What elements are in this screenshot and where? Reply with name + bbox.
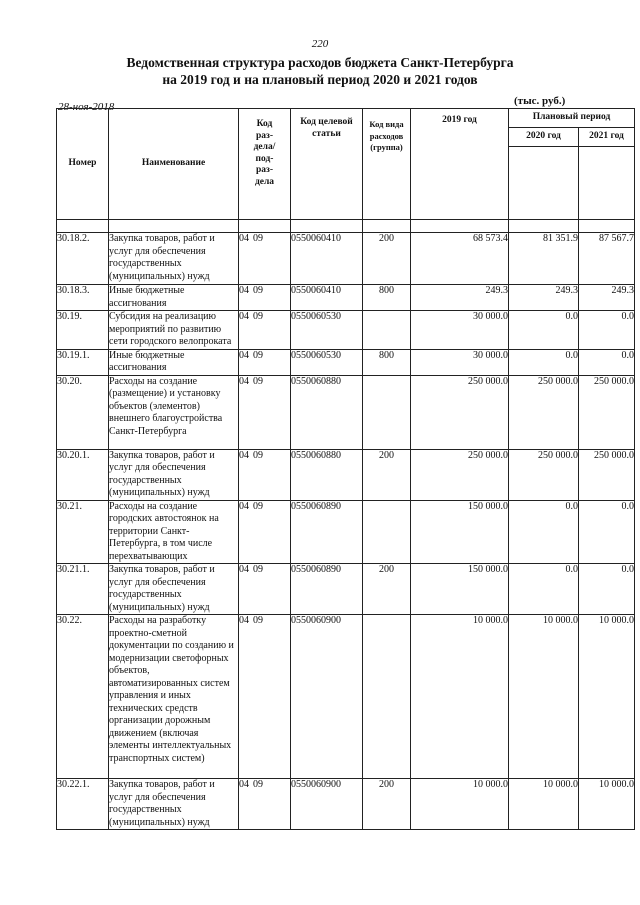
row-amount-2019: 10 000.0 xyxy=(411,779,509,830)
header-2020: 2020 год xyxy=(509,128,579,147)
row-amount-2020: 0.0 xyxy=(509,564,579,615)
header-2021: 2021 год xyxy=(579,128,635,147)
row-name: Расходы на создание городских автостоянок на территории Санкт-Петербурга, в том числе перехватывающих xyxy=(109,500,239,564)
row-number: 30.21. xyxy=(57,500,109,564)
row-group-code: 200 xyxy=(363,449,411,500)
row-name: Расходы на разработку проектно-сметной документации по созданию и модернизации светофорных объектов, автоматизированных систем управления и иных технических средств организации дорожным движением (включая элементы интеллектуальных транспортных систем) xyxy=(109,615,239,779)
section-code: 04 xyxy=(239,233,249,244)
document-date: 28-ноя-2018 xyxy=(58,101,115,113)
section-code: 04 xyxy=(239,375,249,387)
budget-table xyxy=(56,108,635,830)
units-label: (тыс. руб.) xyxy=(514,95,566,107)
row-amount-2021: 87 567.7 xyxy=(579,233,635,285)
table-row xyxy=(57,564,635,615)
header-2021-spacer xyxy=(579,147,635,220)
row-target-code: 0550060880 xyxy=(291,449,363,500)
row-target-code: 0550060900 xyxy=(291,615,363,779)
section-code: 04 xyxy=(239,564,249,575)
row-group-code: 200 xyxy=(363,564,411,615)
row-amount-2021: 0.0 xyxy=(579,500,635,564)
row-amount-2021: 249.3 xyxy=(579,285,635,311)
header-number: Номер xyxy=(57,109,109,220)
row-amount-2020: 0.0 xyxy=(509,500,579,564)
row-target-code: 0550060890 xyxy=(291,564,363,615)
row-section-code xyxy=(239,564,291,615)
row-target-code: 0550060410 xyxy=(291,233,363,285)
row-name: Закупка товаров, работ и услуг для обеспечения государственных (муниципальных) нужд xyxy=(109,233,239,285)
row-amount-2019: 30 000.0 xyxy=(411,311,509,350)
row-section-code xyxy=(239,233,291,285)
row-amount-2021: 250 000.0 xyxy=(579,449,635,500)
header-section: Код раз-дела/под-раз-дела xyxy=(239,109,291,220)
row-amount-2020: 0.0 xyxy=(509,311,579,350)
row-amount-2020: 249.3 xyxy=(509,285,579,311)
header-2020-spacer xyxy=(509,147,579,220)
row-name: Расходы на создание (размещение) и установку объектов (элементов) внешнего благоустройства Санкт-Петербурга xyxy=(109,375,239,449)
header-target: Код целевой статьи xyxy=(291,109,363,220)
row-group-code xyxy=(363,500,411,564)
section-code: 04 xyxy=(239,449,249,461)
table-row xyxy=(57,233,635,285)
row-amount-2020: 250 000.0 xyxy=(509,449,579,500)
row-section-code xyxy=(239,779,291,830)
row-section-code xyxy=(239,349,291,375)
row-target-code: 0550060530 xyxy=(291,349,363,375)
table-row xyxy=(57,449,635,500)
subsection-code: 09 xyxy=(253,311,263,322)
table-row xyxy=(57,779,635,830)
row-target-code: 0550060900 xyxy=(291,779,363,830)
header-group: Код вида расходов (группа) xyxy=(363,109,411,220)
row-name: Закупка товаров, работ и услуг для обеспечения государственных (муниципальных) нужд xyxy=(109,564,239,615)
row-amount-2020: 10 000.0 xyxy=(509,615,579,779)
row-section-code xyxy=(239,449,291,500)
row-target-code: 0550060530 xyxy=(291,311,363,350)
row-section-code xyxy=(239,311,291,350)
row-amount-2021: 10 000.0 xyxy=(579,779,635,830)
row-target-code: 0550060410 xyxy=(291,285,363,311)
row-group-code: 800 xyxy=(363,285,411,311)
row-number: 30.20.1. xyxy=(57,449,109,500)
row-target-code: 0550060890 xyxy=(291,500,363,564)
subsection-code: 09 xyxy=(253,375,263,387)
row-target-code: 0550060880 xyxy=(291,375,363,449)
subsection-code: 09 xyxy=(253,779,263,790)
row-number: 30.18.2. xyxy=(57,233,109,285)
row-number: 30.18.3. xyxy=(57,285,109,311)
section-code: 04 xyxy=(239,311,249,322)
row-name: Субсидия на реализацию мероприятий по развитию сети городского велопроката xyxy=(109,311,239,350)
subsection-code: 09 xyxy=(253,500,263,512)
section-code: 04 xyxy=(239,349,249,361)
subsection-code: 09 xyxy=(253,449,263,461)
row-amount-2019: 68 573.4 xyxy=(411,233,509,285)
header-gap xyxy=(57,220,635,233)
row-amount-2019: 150 000.0 xyxy=(411,564,509,615)
row-amount-2020: 0.0 xyxy=(509,349,579,375)
row-name: Закупка товаров, работ и услуг для обеспечения государственных (муниципальных) нужд xyxy=(109,779,239,830)
page-number: 220 xyxy=(311,38,329,50)
table-row xyxy=(57,349,635,375)
subsection-code: 09 xyxy=(253,564,263,575)
header-plan-period: Плановый период xyxy=(509,109,635,128)
section-code: 04 xyxy=(239,500,249,512)
row-group-code: 200 xyxy=(363,779,411,830)
row-group-code xyxy=(363,615,411,779)
row-section-code xyxy=(239,285,291,311)
table-row xyxy=(57,615,635,779)
row-amount-2021: 0.0 xyxy=(579,311,635,350)
section-code: 04 xyxy=(239,285,249,296)
row-section-code xyxy=(239,375,291,449)
title-line-1: Ведомственная структура расходов бюджета Санкт-Петербурга xyxy=(126,55,514,70)
row-amount-2019: 30 000.0 xyxy=(411,349,509,375)
subsection-code: 09 xyxy=(253,233,263,244)
row-number: 30.21.1. xyxy=(57,564,109,615)
section-code: 04 xyxy=(239,779,249,790)
row-section-code xyxy=(239,500,291,564)
row-group-code xyxy=(363,375,411,449)
row-amount-2020: 10 000.0 xyxy=(509,779,579,830)
table-row xyxy=(57,375,635,449)
table-header xyxy=(57,109,635,233)
header-name: Наименование xyxy=(109,109,239,220)
title-line-2: на 2019 год и на плановый период 2020 и 2021 годов xyxy=(162,72,478,87)
row-number: 30.22. xyxy=(57,615,109,779)
row-number: 30.20. xyxy=(57,375,109,449)
row-amount-2019: 250 000.0 xyxy=(411,449,509,500)
row-number: 30.19. xyxy=(57,311,109,350)
row-group-code: 200 xyxy=(363,233,411,285)
header-2019: 2019 год xyxy=(411,109,509,220)
row-amount-2021: 10 000.0 xyxy=(579,615,635,779)
row-amount-2020: 250 000.0 xyxy=(509,375,579,449)
row-group-code: 800 xyxy=(363,349,411,375)
document-title xyxy=(60,54,580,88)
subsection-code: 09 xyxy=(253,349,263,361)
row-section-code xyxy=(239,615,291,779)
row-amount-2021: 0.0 xyxy=(579,564,635,615)
table-row xyxy=(57,285,635,311)
table-body xyxy=(57,233,635,830)
row-amount-2019: 249.3 xyxy=(411,285,509,311)
row-amount-2020: 81 351.9 xyxy=(509,233,579,285)
row-group-code xyxy=(363,311,411,350)
row-amount-2021: 250 000.0 xyxy=(579,375,635,449)
table-row xyxy=(57,311,635,350)
row-number: 30.22.1. xyxy=(57,779,109,830)
subsection-code: 09 xyxy=(253,285,263,296)
row-name: Иные бюджетные ассигнования xyxy=(109,349,239,375)
row-amount-2019: 250 000.0 xyxy=(411,375,509,449)
subsection-code: 09 xyxy=(253,615,263,626)
table-row xyxy=(57,500,635,564)
row-amount-2019: 150 000.0 xyxy=(411,500,509,564)
row-name: Закупка товаров, работ и услуг для обеспечения государственных (муниципальных) нужд xyxy=(109,449,239,500)
row-name: Иные бюджетные ассигнования xyxy=(109,285,239,311)
row-number: 30.19.1. xyxy=(57,349,109,375)
row-amount-2021: 0.0 xyxy=(579,349,635,375)
section-code: 04 xyxy=(239,615,249,626)
row-amount-2019: 10 000.0 xyxy=(411,615,509,779)
